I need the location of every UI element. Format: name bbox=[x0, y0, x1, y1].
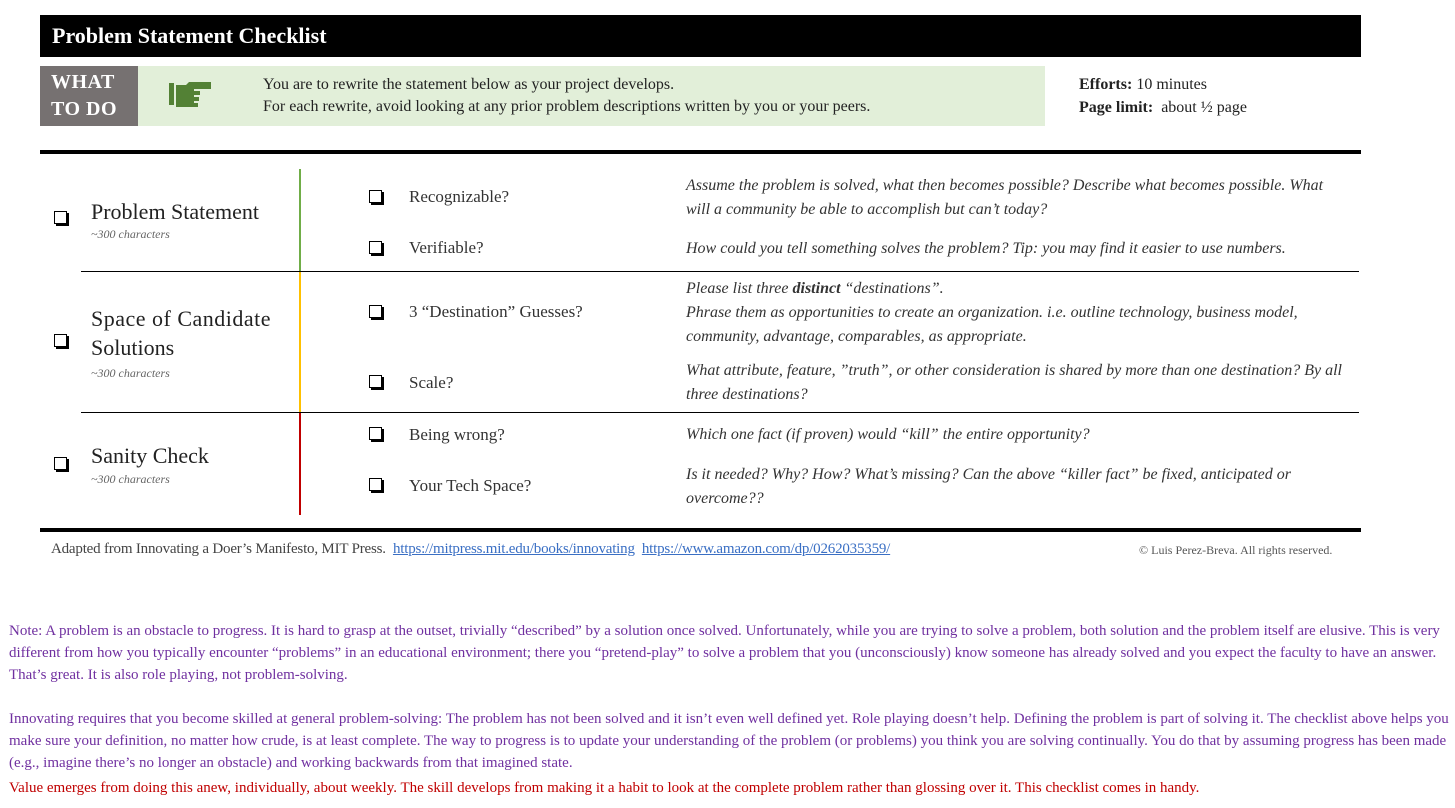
section-divider bbox=[81, 412, 1359, 413]
criterion-question: Which one fact (if proven) would “kill” the entire opportunity? bbox=[686, 426, 1090, 443]
section-subtitle: ~300 characters bbox=[91, 366, 170, 380]
section-title-line: Solutions bbox=[91, 335, 175, 360]
note-paragraph: Note: A problem is an obstacle to progress. It is hard to grasp at the outset, trivially “described” by a solution once solved. Unfortunately, while you are trying to solve a problem, both solution and the problem itself are elusive. This is very different from how you typically encounter “problems” in an educational environment; there you “pretend-play” to solve a problem that you (unconsciously) know someone has already solved and you expect the faculty to have an answer. That’s great. It is also role playing, not problem-solving. bbox=[9, 623, 1440, 683]
criterion-checkbox-scale[interactable] bbox=[369, 375, 382, 388]
section-title-line: Space of Candidate bbox=[91, 306, 272, 331]
note-paragraph-highlight: Value emerges from doing this anew, individually, about weekly. The skill develops from making it a habit to look at the complete problem rather than glossing over it. This checklist comes in handy. bbox=[9, 780, 1200, 796]
criterion-checkbox-recognizable[interactable] bbox=[369, 190, 382, 203]
section-accent-bar bbox=[299, 169, 301, 271]
instructions-panel bbox=[138, 66, 1045, 126]
criterion-question: Is it needed? Why? How? What’s missing? Can the above “killer fact” be fixed, anticipated or overcome?? bbox=[686, 466, 1291, 507]
section-subtitle: ~300 characters bbox=[91, 472, 170, 486]
note-paragraph: Innovating requires that you become skilled at general problem-solving: The problem has not been solved and it isn’t even well defined yet. Role playing doesn’t help. Defining the problem is part of solving it. The checklist above helps you make sure your definition, no matter how crude, is at least complete. The way to progress is to update your understanding of the problem (or problems) you think you are solving continually. You do that by assuming progress has been made (e.g., imagine there’s no longer an obstacle) and working backwards from that imagined state. bbox=[9, 711, 1449, 771]
criterion-label: Being wrong? bbox=[409, 425, 505, 444]
bottom-divider bbox=[40, 528, 1361, 532]
criterion-checkbox-verifiable[interactable] bbox=[369, 241, 382, 254]
criterion-question: Assume the problem is solved, what then becomes possible? Describe what becomes possible. What will a community be able to accomplish but can’t today? bbox=[686, 177, 1324, 218]
page-limit-value: about ½ page bbox=[1161, 99, 1247, 116]
criterion-label: Your Tech Space? bbox=[409, 476, 532, 495]
source-text: Adapted from Innovating a Doer’s Manifesto, MIT Press. bbox=[51, 541, 386, 557]
instructions-text bbox=[263, 74, 870, 118]
criterion-checkbox-destination-guesses[interactable] bbox=[369, 305, 382, 318]
source-citation bbox=[51, 541, 890, 558]
effort-info bbox=[1079, 73, 1247, 119]
question-text: Phrase them as opportunities to create an organization. i.e. outline technology, business model, community, advantage, comparables, as appropriate. bbox=[686, 304, 1298, 345]
section-accent-bar bbox=[299, 413, 301, 515]
question-emphasis: distinct bbox=[792, 280, 841, 297]
section-subtitle: ~300 characters bbox=[91, 227, 170, 241]
criterion-checkbox-being-wrong[interactable] bbox=[369, 427, 382, 440]
mitpress-link[interactable]: https://mitpress.mit.edu/books/innovating bbox=[392, 541, 635, 557]
page-limit-label: Page limit: bbox=[1079, 99, 1154, 116]
section-title-sanity-check: Sanity Check bbox=[91, 443, 209, 468]
section-title-candidate-solutions bbox=[91, 304, 271, 362]
what-to-do-label bbox=[40, 66, 138, 126]
criterion-label: Scale? bbox=[409, 373, 454, 392]
page-title: Problem Statement Checklist bbox=[40, 15, 1361, 57]
efforts-value: 10 minutes bbox=[1136, 76, 1207, 93]
criterion-question bbox=[686, 277, 1346, 349]
instruction-line: For each rewrite, avoid looking at any prior problem descriptions written by you or your peers. bbox=[263, 98, 871, 115]
section-divider bbox=[81, 271, 1359, 272]
top-divider bbox=[40, 150, 1361, 154]
section-accent-bar bbox=[299, 272, 301, 412]
section-checkbox-sanity-check[interactable] bbox=[54, 457, 67, 470]
section-checkbox-problem-statement[interactable] bbox=[54, 211, 67, 224]
instruction-line: You are to rewrite the statement below as your project develops. bbox=[263, 76, 675, 93]
section-checkbox-candidate-solutions[interactable] bbox=[54, 334, 67, 347]
criterion-label: Recognizable? bbox=[409, 187, 510, 206]
criterion-checkbox-tech-space[interactable] bbox=[369, 478, 382, 491]
amazon-link[interactable]: https://www.amazon.com/dp/0262035359/ bbox=[641, 541, 891, 557]
criterion-question: How could you tell something solves the problem? Tip: you may find it easier to use numbers. bbox=[686, 240, 1286, 257]
what-label-line2: TO DO bbox=[51, 98, 118, 120]
criterion-label: 3 “Destination” Guesses? bbox=[409, 302, 583, 321]
copyright-notice: © Luis Perez-Breva. All rights reserved. bbox=[1139, 543, 1333, 557]
criterion-label: Verifiable? bbox=[409, 238, 484, 257]
pointing-hand-icon bbox=[168, 79, 212, 109]
question-text: Please list three bbox=[686, 280, 793, 297]
criterion-question: What attribute, feature, ”truth”, or other consideration is shared by more than one destination? By all three destinations? bbox=[686, 362, 1342, 403]
efforts-label: Efforts: bbox=[1079, 76, 1133, 93]
question-text: “destinations”. bbox=[840, 280, 944, 297]
section-title-problem-statement: Problem Statement bbox=[91, 199, 260, 224]
what-label-line1: WHAT bbox=[51, 71, 115, 93]
